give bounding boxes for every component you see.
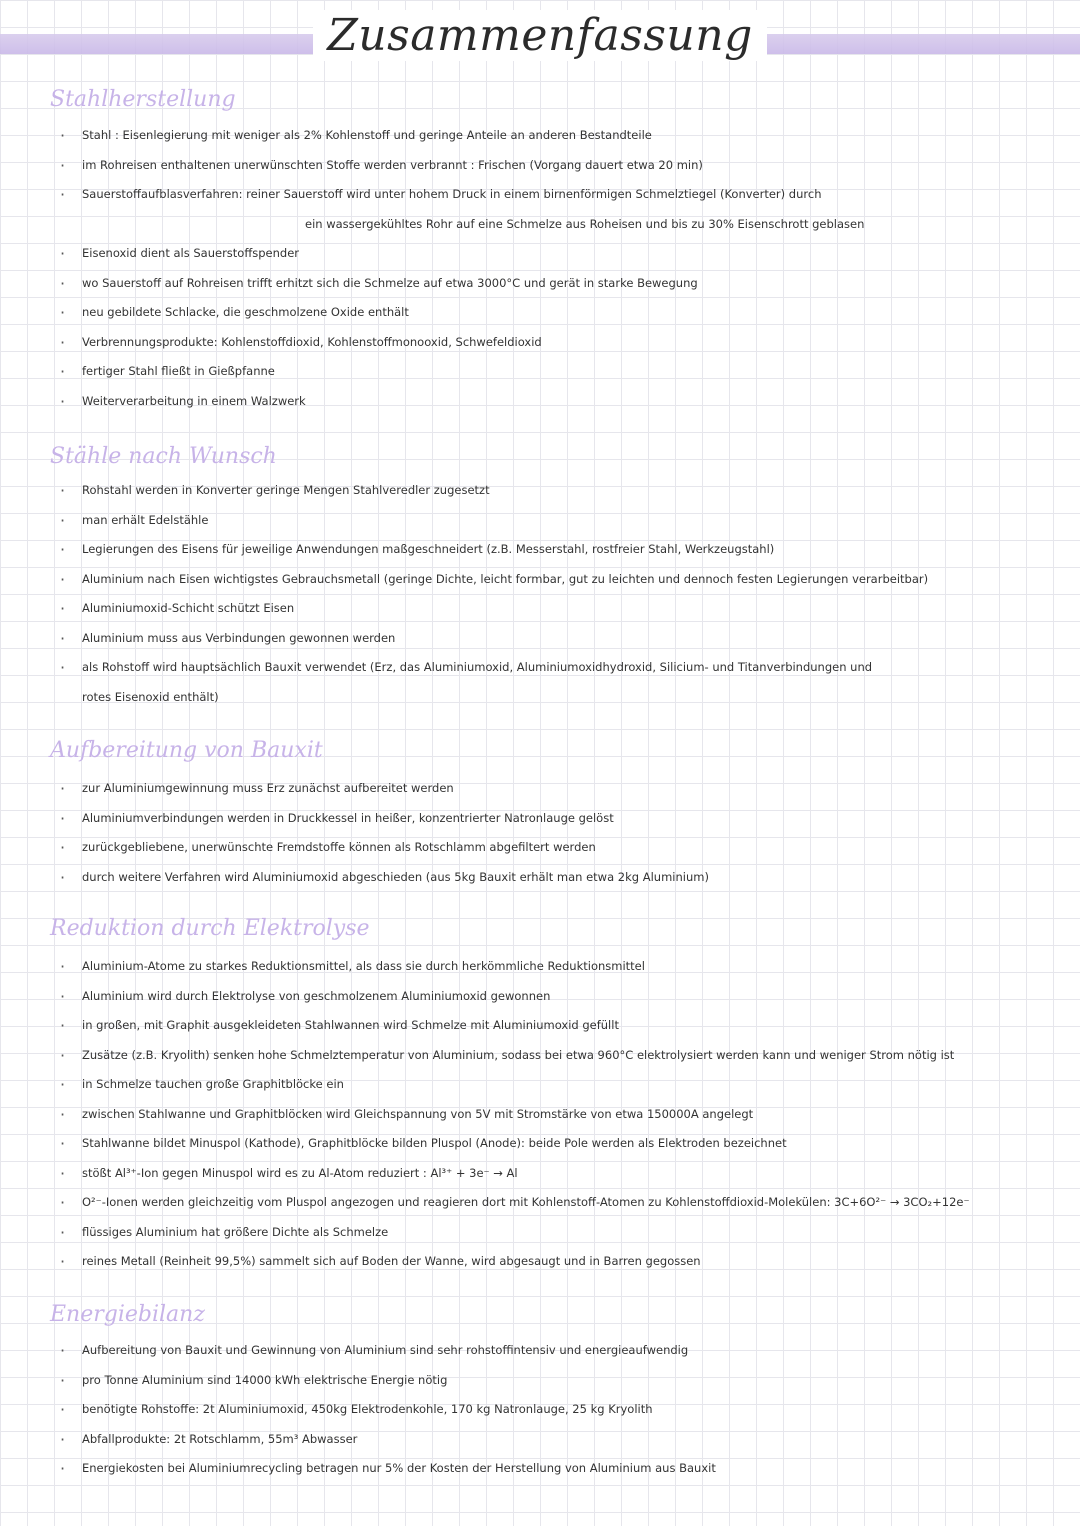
list-item: · in Schmelze tauchen große Graphitblöcke ein (60, 1070, 1050, 1100)
list-item: · Zusätze (z.B. Kryolith) senken hohe Schmelztemperatur von Aluminium, sodass bei etwa 960°C elektrolysiert werden kann und weniger Strom nötig ist (60, 1041, 1050, 1071)
bullet-list (60, 121, 1050, 416)
bullet-list (60, 1336, 1050, 1484)
list-item: · wo Sauerstoff auf Rohreisen trifft erhitzt sich die Schmelze auf etwa 3000°C und gerät in starke Bewegung (60, 269, 1050, 299)
section-heading: Stähle nach Wunsch (50, 444, 277, 469)
list-item: · pro Tonne Aluminium sind 14000 kWh elektrische Energie nötig (60, 1366, 1050, 1396)
list-item-continuation: rotes Eisenoxid enthält) (82, 689, 219, 704)
section-heading: Aufbereitung von Bauxit (50, 738, 323, 763)
list-item: · Aluminiumoxid-Schicht schützt Eisen (60, 594, 1050, 624)
bullet-list (60, 774, 1050, 892)
list-item: · Weiterverarbeitung in einem Walzwerk (60, 387, 1050, 417)
list-item: · in großen, mit Graphit ausgekleideten Stahlwannen wird Schmelze mit Aluminiumoxid gefüllt (60, 1011, 1050, 1041)
section-heading: Stahlherstellung (50, 87, 236, 112)
list-item: · Sauerstoffaufblasverfahren: reiner Sauerstoff wird unter hohem Druck in einem birnenförmigen Schmelztiegel (Konverter) durch (60, 180, 1050, 210)
list-item: · Rohstahl werden in Konverter geringe Mengen Stahlveredler zugesetzt (60, 476, 1050, 506)
list-item: · Aufbereitung von Bauxit und Gewinnung von Aluminium sind sehr rohstoffintensiv und energieaufwendig (60, 1336, 1050, 1366)
list-item: · flüssiges Aluminium hat größere Dichte als Schmelze (60, 1218, 1050, 1248)
section-heading: Reduktion durch Elektrolyse (50, 916, 370, 941)
list-item: · Abfallprodukte: 2t Rotschlamm, 55m³ Abwasser (60, 1425, 1050, 1455)
list-item-continuation: ein wassergekühltes Rohr auf eine Schmelze aus Roheisen und bis zu 30% Eisenschrott geblasen (305, 216, 865, 231)
list-item: · Aluminium nach Eisen wichtigstes Gebrauchsmetall (geringe Dichte, leicht formbar, gut zu leichten und dennoch festen Legierungen verarbeitbar) (60, 565, 1050, 595)
list-item: · Energiekosten bei Aluminiumrecycling betragen nur 5% der Kosten der Herstellung von Aluminium aus Bauxit (60, 1454, 1050, 1484)
section-heading: Energiebilanz (50, 1302, 205, 1327)
list-item: · benötigte Rohstoffe: 2t Aluminiumoxid, 450kg Elektrodenkohle, 170 kg Natronlauge, 25 kg Kryolith (60, 1395, 1050, 1425)
bullet-list (60, 952, 1050, 1277)
list-item: · Aluminium muss aus Verbindungen gewonnen werden (60, 624, 1050, 654)
list-item: · man erhält Edelstähle (60, 506, 1050, 536)
list-item: · Stahlwanne bildet Minuspol (Kathode), Graphitblöcke bilden Pluspol (Anode): beide Pole werden als Elektroden bezeichnet (60, 1129, 1050, 1159)
list-item: · reines Metall (Reinheit 99,5%) sammelt sich auf Boden der Wanne, wird abgesaugt und in Barren gegossen (60, 1247, 1050, 1277)
list-item: · zur Aluminiumgewinnung muss Erz zunächst aufbereitet werden (60, 774, 1050, 804)
list-item: · Verbrennungsprodukte: Kohlenstoffdioxid, Kohlenstoffmonooxid, Schwefeldioxid (60, 328, 1050, 358)
list-item: · durch weitere Verfahren wird Aluminiumoxid abgeschieden (aus 5kg Bauxit erhält man etwa 2kg Aluminium) (60, 863, 1050, 893)
bullet-list (60, 476, 1050, 712)
list-item: · stößt Al³⁺-Ion gegen Minuspol wird es zu Al-Atom reduziert : Al³⁺ + 3e⁻ → Al (60, 1159, 1050, 1189)
list-item: · im Rohreisen enthaltenen unerwünschten Stoffe werden verbrannt : Frischen (Vorgang dauert etwa 20 min) (60, 151, 1050, 181)
list-item: · Aluminium-Atome zu starkes Reduktionsmittel, als dass sie durch herkömmliche Reduktionsmittel (60, 952, 1050, 982)
list-item: · als Rohstoff wird hauptsächlich Bauxit verwendet (Erz, das Aluminiumoxid, Aluminiumoxidhydroxid, Silicium- und Titanverbindungen und (60, 653, 1050, 683)
list-item: · zurückgebliebene, unerwünschte Fremdstoffe können als Rotschlamm abgefiltert werden (60, 833, 1050, 863)
list-item: · zwischen Stahlwanne und Graphitblöcken wird Gleichspannung von 5V mit Stromstärke von etwa 150000A angelegt (60, 1100, 1050, 1130)
list-item: · Aluminiumverbindungen werden in Druckkessel in heißer, konzentrierter Natronlauge gelöst (60, 804, 1050, 834)
list-item: · Aluminium wird durch Elektrolyse von geschmolzenem Aluminiumoxid gewonnen (60, 982, 1050, 1012)
list-item: · neu gebildete Schlacke, die geschmolzene Oxide enthält (60, 298, 1050, 328)
list-item: · O²⁻-Ionen werden gleichzeitig vom Pluspol angezogen und reagieren dort mit Kohlenstoff-Atomen zu Kohlenstoffdioxid-Molekülen: 3C+6O²⁻ → 3CO₂+12e⁻ (60, 1188, 1050, 1218)
list-item: · Legierungen des Eisens für jeweilige Anwendungen maßgeschneidert (z.B. Messerstahl, rostfreier Stahl, Werkzeugstahl) (60, 535, 1050, 565)
list-item: · Stahl : Eisenlegierung mit weniger als 2% Kohlenstoff und geringe Anteile an anderen Bestandteile (60, 121, 1050, 151)
list-item: · fertiger Stahl fließt in Gießpfanne (60, 357, 1050, 387)
list-item: · Eisenoxid dient als Sauerstoffspender (60, 239, 1050, 269)
page-title: Zusammenfassung (0, 10, 1080, 61)
